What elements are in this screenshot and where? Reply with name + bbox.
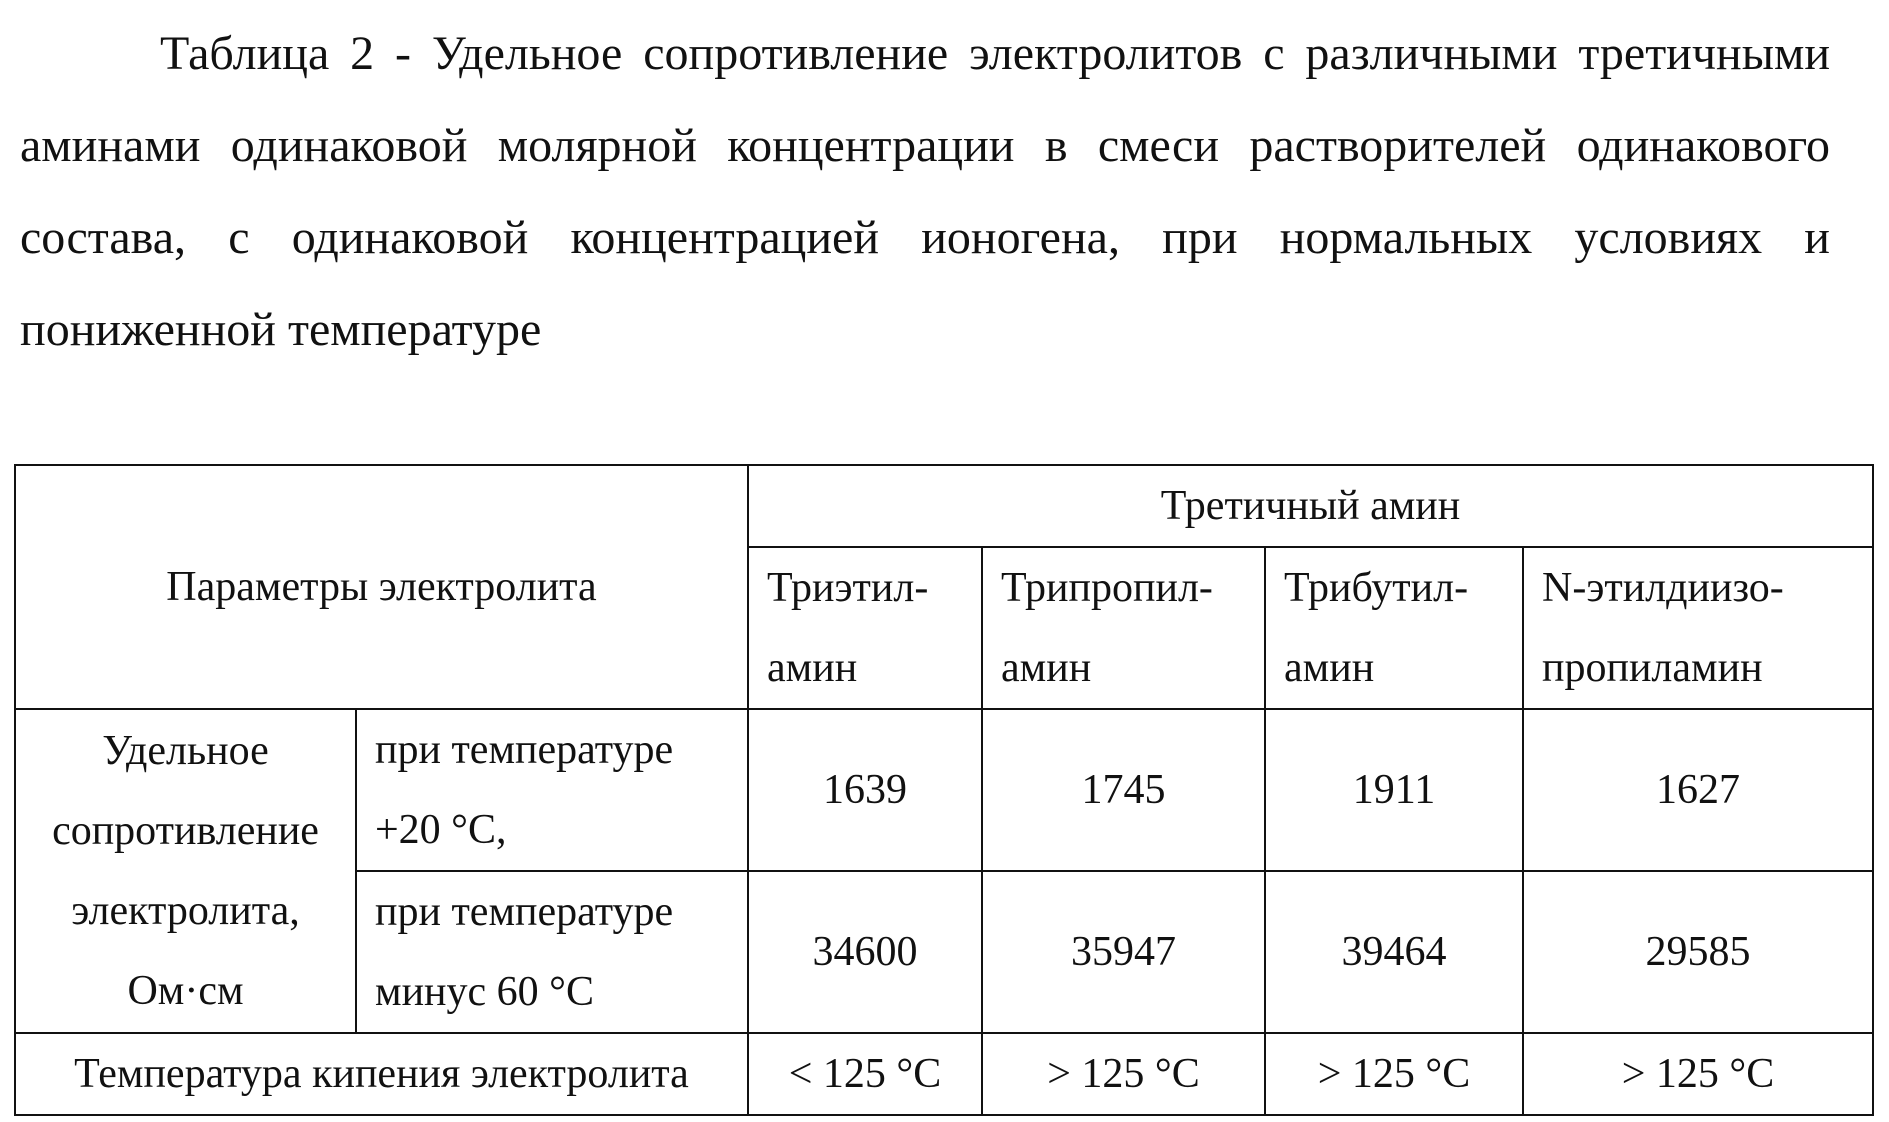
value-cell: 1627 [1523, 709, 1873, 871]
amine-header-tripropylamine: Трипропил- амин [982, 547, 1265, 709]
value-cell: 1745 [982, 709, 1265, 871]
value-cell: 1911 [1265, 709, 1523, 871]
table-caption: Таблица 2 - Удельное сопротивление электролитов с различными третичными аминами одинаковой молярной концентрации в смеси растворителей одинакового состава, с одинаковой концентрацией ионогена, при нормальных условиях и пониженной температуре [20, 27, 1830, 356]
value-cell: 1639 [748, 709, 982, 871]
boiling-label: Температура кипения электролита [15, 1033, 748, 1115]
param-header: Параметры электролита [15, 465, 748, 709]
boiling-value: > 125 °С [982, 1033, 1265, 1115]
amine-header-triethylamine: Триэтил- амин [748, 547, 982, 709]
value-cell: 34600 [748, 871, 982, 1033]
value-cell: 39464 [1265, 871, 1523, 1033]
boiling-value: > 125 °С [1265, 1033, 1523, 1115]
condition-plus20: при температуре +20 °С, [356, 709, 748, 871]
boiling-value: > 125 °С [1523, 1033, 1873, 1115]
resistivity-table [14, 464, 1874, 1116]
resistivity-label: Удельное сопротивление электролита, Ом·см [15, 709, 356, 1033]
amine-header-ethyldiisopropylamine: N-этилдиизо- пропиламин [1523, 547, 1873, 709]
condition-minus60: при температуре минус 60 °С [356, 871, 748, 1033]
value-cell: 29585 [1523, 871, 1873, 1033]
boiling-value: < 125 °С [748, 1033, 982, 1115]
amine-group-header: Третичный амин [748, 465, 1873, 547]
value-cell: 35947 [982, 871, 1265, 1033]
amine-header-tributylamine: Трибутил- амин [1265, 547, 1523, 709]
